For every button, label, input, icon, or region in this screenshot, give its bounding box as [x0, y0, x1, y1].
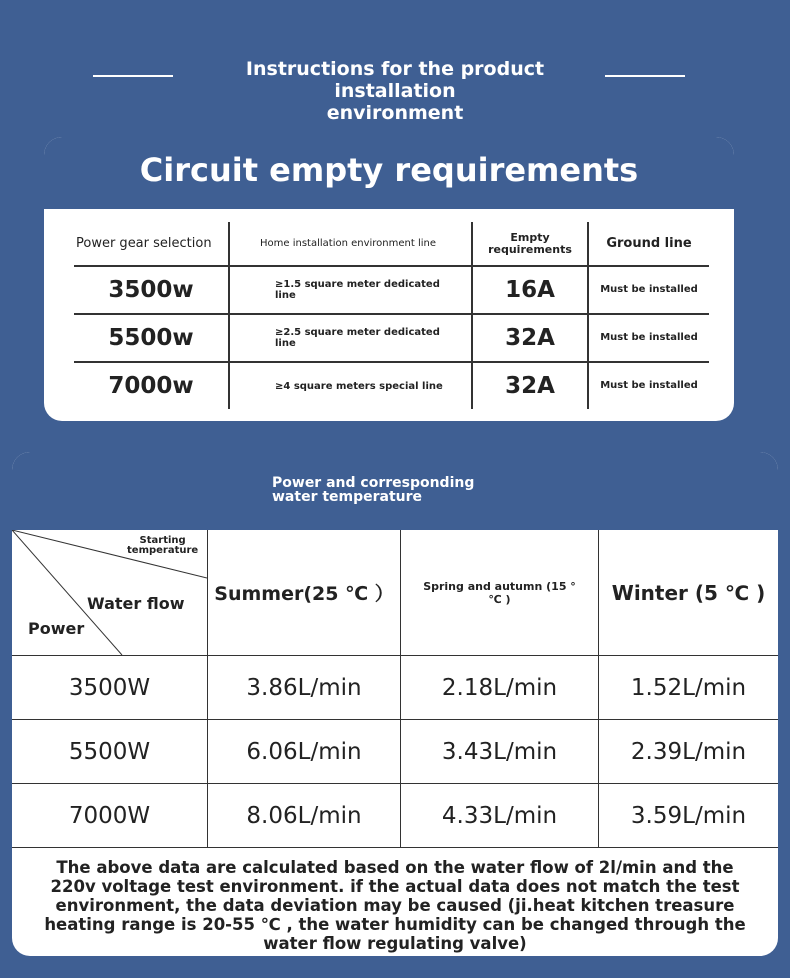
table-row: [74, 361, 709, 409]
empty-cell: 16A: [471, 267, 587, 313]
col-header-line: Home installation environment line: [228, 222, 471, 265]
power-label: Power: [28, 619, 85, 638]
corner-header-cell: [12, 530, 207, 655]
col-header-power: Power gear selection: [76, 236, 212, 251]
table-row: [74, 265, 709, 313]
ground-cell: Must be installed: [587, 315, 709, 361]
summer-cell: 3.86L/min: [207, 656, 400, 719]
line-cell: ≥2.5 square meter dedicated line: [228, 315, 471, 361]
summer-cell: 6.06L/min: [207, 720, 400, 783]
starting-temperature-label: Starting temperature: [127, 535, 199, 556]
circuit-table-header: [74, 222, 709, 265]
table-row: [12, 656, 778, 719]
table-row: [12, 783, 778, 848]
water-flow-card-title: Power and corresponding water temperature: [12, 452, 778, 530]
header-left-rule: [93, 75, 173, 77]
winter-cell: 3.59L/min: [598, 784, 778, 847]
col-header-spring-autumn: Spring and autumn (15 ° ℃ ): [400, 530, 598, 655]
col-header-winter: Winter (5 ℃ ): [598, 530, 778, 655]
power-cell: 3500W: [68, 674, 151, 701]
winter-cell: 2.39L/min: [598, 720, 778, 783]
circuit-table: [74, 222, 709, 409]
power-cell: 5500W: [68, 738, 151, 765]
power-cell: 5500w: [108, 325, 194, 351]
line-cell: ≥1.5 square meter dedicated line: [228, 267, 471, 313]
water-flow-label: Water flow: [87, 594, 185, 613]
col-header-empty: Empty requirements: [471, 222, 587, 265]
power-cell: 3500w: [108, 277, 194, 303]
footnote: The above data are calculated based on the water flow of 2l/min and the 220v voltage test environment. if the actual data does not match the test environment, the data deviation may be caused (ji.heat kitchen treasure heating range is 20-55 ℃ , the water humidity can be changed through the water flow regulating valve): [44, 858, 746, 953]
ground-cell: Must be installed: [587, 363, 709, 409]
col-header-ground: Ground line: [587, 222, 709, 265]
water-flow-table: [12, 530, 778, 848]
circuit-card-title: Circuit empty requirements: [44, 137, 734, 209]
power-cell: 7000W: [68, 802, 151, 829]
power-cell: 7000w: [108, 373, 194, 399]
table-row: [74, 313, 709, 361]
water-flow-card: [12, 452, 778, 956]
line-cell: ≥4 square meters special line: [228, 363, 471, 409]
spring-cell: 4.33L/min: [400, 784, 598, 847]
winter-cell: 1.52L/min: [598, 656, 778, 719]
circuit-requirements-card: [44, 137, 734, 421]
water-flow-table-header: [12, 530, 778, 656]
ground-cell: Must be installed: [587, 267, 709, 313]
col-header-summer: Summer(25 ℃ ）: [207, 530, 400, 655]
spring-cell: 2.18L/min: [400, 656, 598, 719]
empty-cell: 32A: [471, 315, 587, 361]
empty-cell: 32A: [471, 363, 587, 409]
table-row: [12, 719, 778, 783]
page-title: Instructions for the product installation environment: [245, 58, 545, 124]
header-right-rule: [605, 75, 685, 77]
spring-cell: 3.43L/min: [400, 720, 598, 783]
summer-cell: 8.06L/min: [207, 784, 400, 847]
